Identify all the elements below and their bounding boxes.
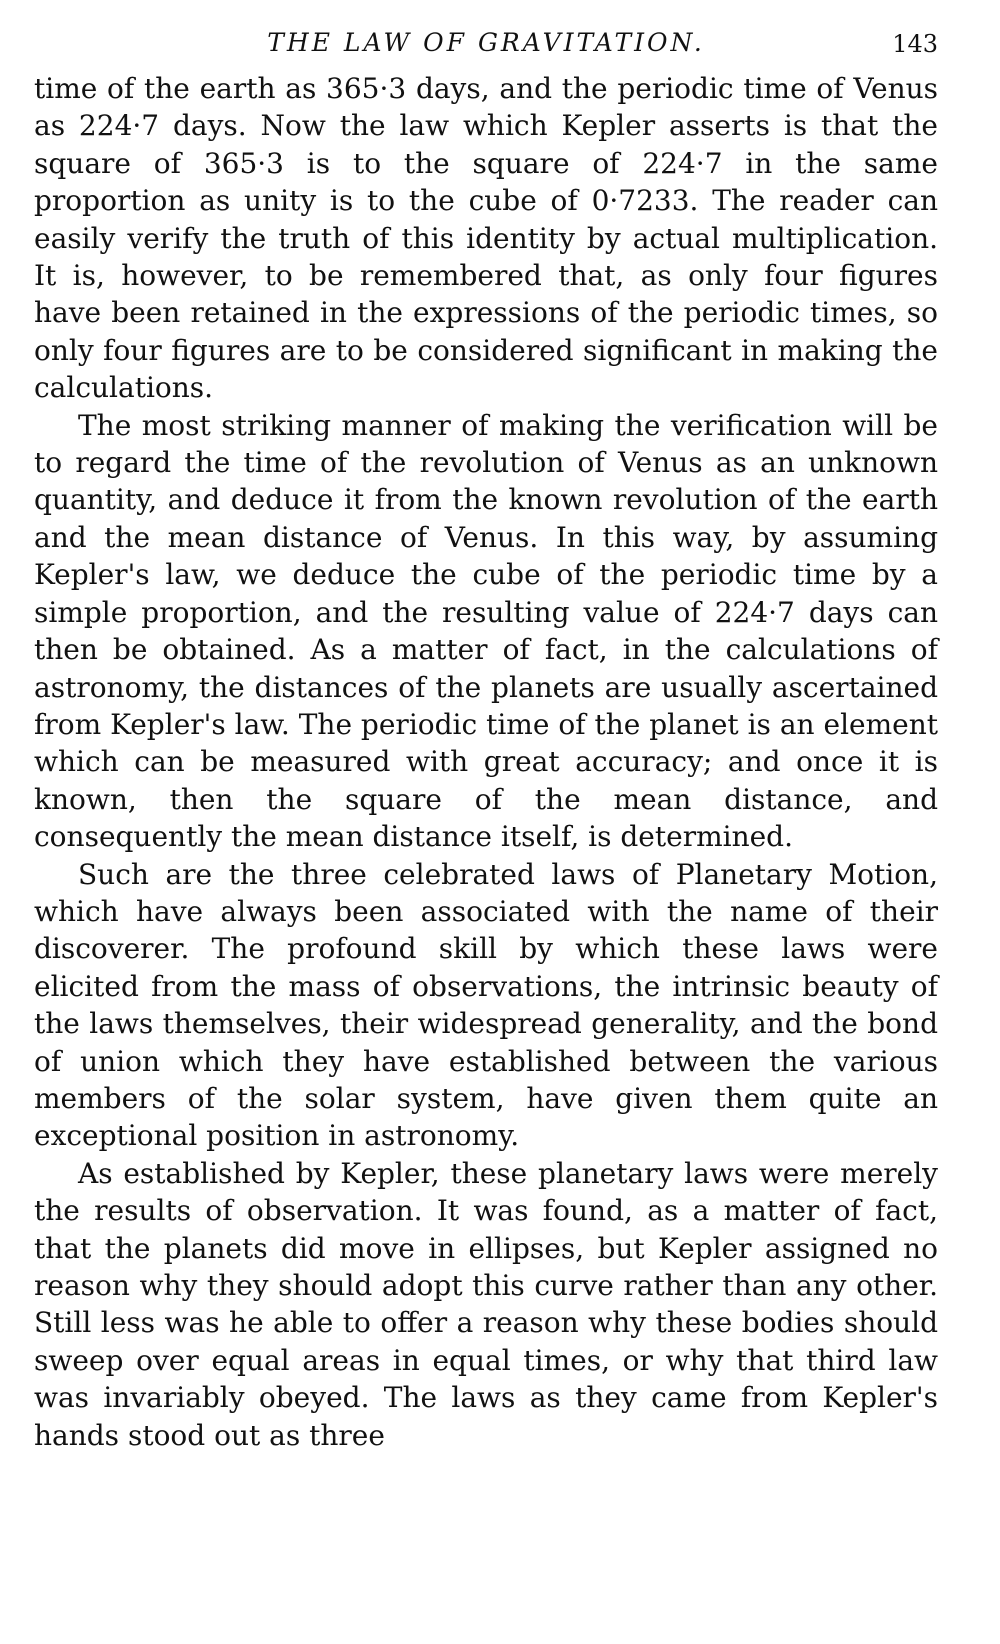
book-page xyxy=(34,22,938,1622)
page-number: 143 xyxy=(892,30,938,58)
paragraph-4: As established by Kepler, these planetary laws were merely the results of observation. It was found, as a matter of fact, that the planets did move in ellipses, but Kepler assigned no reason why they should adopt this curve rather than any other. Still less was he able to offer a reason why these bodies should sweep over equal areas in equal times, or why that third law was invariably obeyed. The laws as they came from Kepler's hands stood out as three xyxy=(34,1156,938,1452)
running-title: THE LAW OF GRAVITATION. xyxy=(267,28,705,57)
running-head xyxy=(34,22,938,70)
body-text xyxy=(34,70,938,1454)
paragraph-2: The most striking manner of making the verification will be to regard the time of the revolution of Venus as an unknown quantity, and deduce it from the known revolution of the earth and the mean distance of Venus. In this way, by assuming Kepler's law, we deduce the cube of the periodic time by a simple proportion, and the resulting value of 224·7 days can then be obtained. As a matter of fact, in the calculations of astronomy, the distances of the planets are usually ascertained from Kepler's law. The periodic time of the planet is an element which can be measured with great accuracy; and once it is known, then the square of the mean distance, and consequently the mean distance itself, is determined. xyxy=(34,408,938,854)
paragraph-3: Such are the three celebrated laws of Planetary Motion, which have always been associated with the name of their discoverer. The profound skill by which these laws were elicited from the mass of observations, the intrinsic beauty of the laws themselves, their widespread generality, and the bond of union which they have established between the various members of the solar system, have given them quite an exceptional position in astronomy. xyxy=(34,857,938,1153)
paragraph-1: time of the earth as 365·3 days, and the periodic time of Venus as 224·7 days. Now the law which Kepler asserts is that the square of 365·3 is to the square of 224·7 in the same proportion as unity is to the cube of 0·7233. The reader can easily verify the truth of this identity by actual multiplication. It is, however, to be remembered that, as only four figures have been retained in the expressions of the periodic times, so only four figures are to be considered significant in making the calculations. xyxy=(34,72,938,405)
